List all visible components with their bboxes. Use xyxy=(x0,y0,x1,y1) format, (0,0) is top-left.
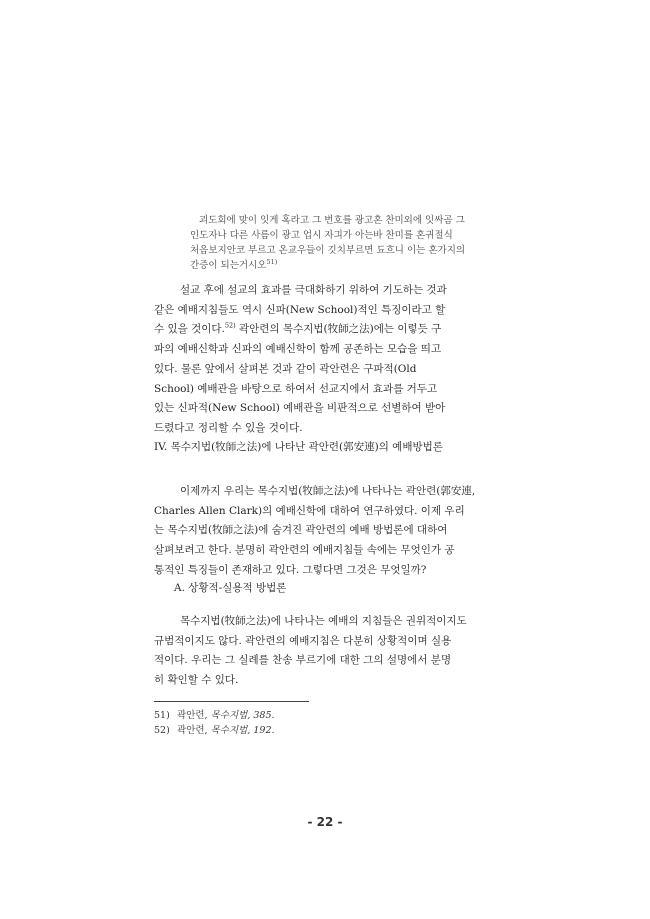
footnote-page: 385. xyxy=(253,710,275,721)
section-heading: IV. 목수지법(牧師之法)에 나타난 곽안련(郭安連)의 예배방법론 xyxy=(154,441,443,453)
paragraph-line: 이제까지 우리는 목수지법(牧師之法)에 나타나는 곽안련(郭安連, xyxy=(180,485,476,497)
paragraph-3 xyxy=(154,612,494,691)
paragraph-line: 규범적이지도 않다. 곽안련의 예배지침은 다분히 상황적이며 실용 xyxy=(154,634,452,647)
footnote-author: 곽안련, xyxy=(177,710,208,721)
paragraph-line: 설교 후에 설교의 효과를 극대화하기 위하여 기도하는 것과 xyxy=(180,284,447,296)
footnote-title: 목수지법, xyxy=(210,725,251,736)
footnote-page: 192. xyxy=(253,725,275,736)
paragraph-2 xyxy=(154,482,494,581)
paragraph-line: 파의 예배신학과 신파의 예배신학이 함께 공존하는 모습을 띄고 xyxy=(154,343,442,356)
footnote-item xyxy=(154,723,275,738)
subsection-heading: A. 상황적-실용적 방법론 xyxy=(174,582,287,594)
paragraph-line: 히 확인할 수 있다. xyxy=(154,674,239,687)
paragraph-line: 드렸다고 정리할 수 있을 것이다. xyxy=(154,421,303,434)
footnotes xyxy=(154,708,275,738)
paragraph-line: 목수지법(牧師之法)에 나타나는 예배의 지침들은 권위적이지도 xyxy=(180,615,467,627)
footnote-ref-52[interactable]: 52) xyxy=(224,321,236,330)
paragraph-line: 적이다. 우리는 그 실례를 찬송 부르기에 대한 그의 설명에서 분명 xyxy=(154,654,452,667)
footnote-title: 목수지법, xyxy=(210,710,251,721)
paragraph-line: 는 목수지법(牧師之法)에 숨겨진 곽안련의 예배 방법론에 대하여 xyxy=(154,524,448,537)
paragraph-line: 같은 예배지침들도 역시 신파(New School)적인 특징이라고 할 xyxy=(154,303,446,316)
footnote-divider xyxy=(154,701,309,702)
quote-line: 처음보지안코 부르고 온교우들이 깃치부르면 됴흐니 이는 혼가지의 xyxy=(190,245,466,256)
paragraph-line: 있다. 물론 앞에서 살펴본 것과 같이 곽안련은 구파적(Old xyxy=(154,362,417,375)
footnote-item xyxy=(154,708,275,723)
quote-line: 괴도회에 맞이 잇게 혹라고 그 번호를 광고혼 찬미외에 잇싸곰 그 xyxy=(199,215,465,226)
paragraph-1 xyxy=(154,281,494,439)
block-quote xyxy=(190,213,506,273)
paragraph-line: School) 예배관을 바탕으로 하여서 선교지에서 효과를 거두고 xyxy=(154,382,438,395)
page-number: - 22 - xyxy=(307,815,343,829)
paragraph-line: 살펴보려고 한다. 분명히 곽안련의 예배지침들 속에는 무엇인가 공 xyxy=(154,544,455,557)
paragraph-line: 수 있을 것이다.$^{52)}$ 곽안련의 목수지법(牧師之法)에는 이렇듯 구 xyxy=(154,321,442,336)
quote-line: 인도자나 다른 사름이 광고 업시 자긔가 아는바 찬미를 혼귀절식 xyxy=(190,230,453,241)
paragraph-line: Charles Allen Clark)의 예배신학에 대하여 연구하였다. 이제 우리 xyxy=(154,504,465,517)
footnote-ref-51[interactable]: 51) xyxy=(266,257,278,266)
footnote-number: 52) xyxy=(154,725,170,736)
paragraph-line: 통적인 특징들이 존재하고 있다. 그렇다면 그것은 무엇일까? xyxy=(154,563,427,576)
footnote-number: 51) xyxy=(154,710,170,721)
quote-line: 간증이 되는거시오$^{51)}$ xyxy=(190,257,278,271)
paragraph-line: 있는 신파적(New School) 예배관을 비판적으로 선별하여 받아 xyxy=(154,402,446,415)
footnote-author: 곽안련, xyxy=(177,725,208,736)
